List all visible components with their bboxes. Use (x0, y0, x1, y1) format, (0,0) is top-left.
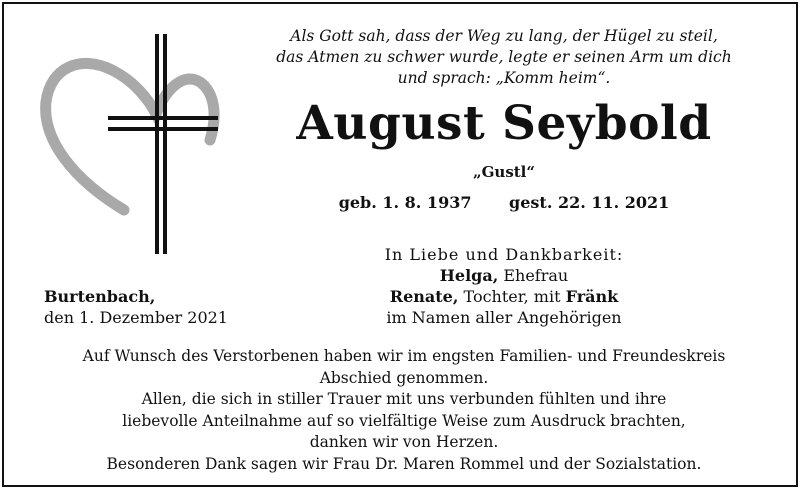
verse-line: Als Gott sah, dass der Weg zu lang, der Hügel zu steil, (290, 27, 718, 45)
message-line: Allen, die sich in stiller Trauer mit uns verbunden fühlten und ihre (141, 390, 667, 408)
message-line: Auf Wunsch des Verstorbenen haben wir im engsten Familien- und Freundeskreis (82, 347, 726, 365)
notice-date: den 1. Dezember 2021 (44, 308, 228, 327)
thanks-line: In Liebe und Dankbarkeit: (384, 245, 624, 264)
mourner-name: Helga, (439, 266, 499, 285)
verse-line: und sprach: „Komm heim“. (397, 69, 611, 87)
cross-icon (108, 34, 218, 254)
obituary-frame (2, 2, 798, 487)
death-date: gest. 22. 11. 2021 (509, 193, 670, 212)
heart-icon (46, 63, 214, 210)
mourner-relation: Ehefrau (498, 266, 569, 285)
mourner-name: Renate, (389, 287, 459, 306)
birth-date: geb. 1. 8. 1937 (338, 193, 472, 212)
mourners-block (304, 244, 704, 328)
verse-poem (244, 26, 764, 89)
deceased-nickname: „Gustl“ (472, 163, 536, 181)
mourner-name: Fränk (565, 287, 619, 306)
verse-line: das Atmen zu schwer wurde, legte er seinen Arm um dich (276, 48, 732, 66)
life-dates (244, 192, 764, 214)
town: Burtenbach, (44, 287, 156, 306)
heart-cross-emblem (38, 30, 228, 258)
deceased-name: August Seybold (296, 96, 712, 151)
mourner-relation: Tochter, mit (458, 287, 566, 306)
mourner-line (304, 265, 704, 286)
message-line: liebevolle Anteilnahme auf so vielfältige Weise zum Ausdruck brachten, (122, 411, 686, 430)
place-date (44, 286, 228, 328)
relatives-line: im Namen aller Angehörigen (386, 308, 622, 327)
message-line: Abschied genommen. (319, 368, 489, 387)
message-line: Besonderen Dank sagen wir Frau Dr. Maren Rommel und der Sozialstation. (106, 454, 702, 473)
farewell-message (34, 346, 774, 475)
mourner-line (304, 286, 704, 307)
message-line: danken wir von Herzen. (309, 433, 499, 451)
